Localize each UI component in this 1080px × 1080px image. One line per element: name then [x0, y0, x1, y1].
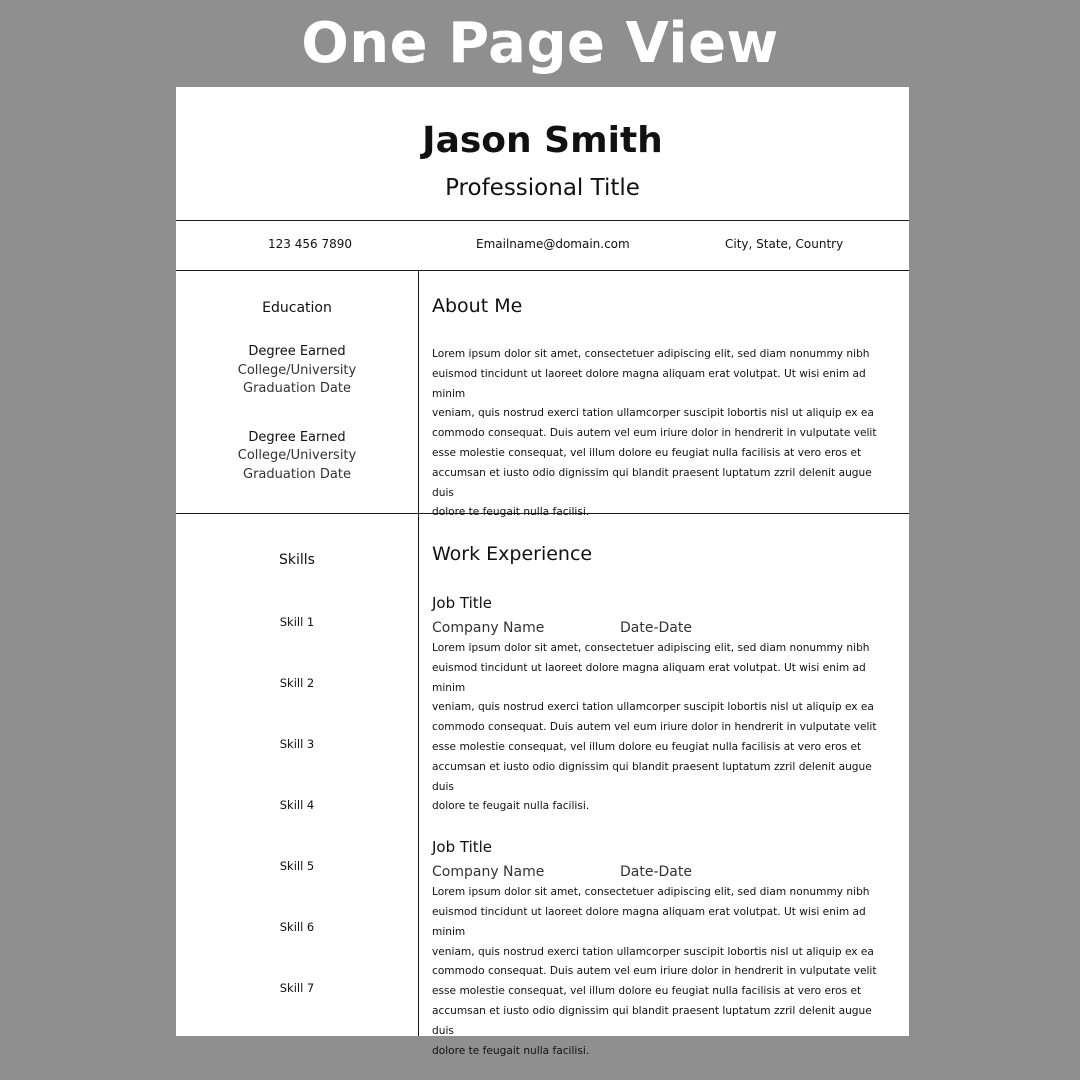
job-line: accumsan et iusto odio dignissim qui blandit praesent luptatum zzril delenit augue duis [432, 760, 872, 793]
job-line: esse molestie consequat, vel illum dolore eu feugiat nulla facilisis at vero eros et [432, 740, 862, 753]
about-heading: About Me [432, 295, 523, 317]
education-entry [176, 429, 418, 485]
column-divider [418, 271, 419, 1036]
skill-item: Skill 5 [279, 859, 315, 873]
education-date: Graduation Date [243, 381, 351, 396]
resume-page [176, 87, 909, 1057]
education-entry [176, 343, 418, 399]
job-title: Job Title [432, 594, 493, 612]
job-description [432, 883, 894, 1061]
job-line: dolore te feugait nulla facilisi. [432, 800, 590, 813]
skill-item: Skill 7 [279, 981, 315, 995]
job-meta [432, 619, 894, 639]
job-entry [432, 837, 894, 1061]
contact-location: City, State, Country [725, 237, 844, 251]
job-line: commodo consequat. Duis autem vel eum iriure dolor in hendrerit in vulputate velit [432, 965, 877, 978]
education-school: College/University [237, 362, 357, 378]
skill-item: Skill 3 [279, 737, 315, 751]
education-degree: Degree Earned [248, 429, 346, 445]
work-heading: Work Experience [432, 543, 593, 565]
skill-item: Skill 4 [279, 798, 315, 812]
job-line: veniam, quis nostrud exerci tation ullamcorper suscipit lobortis nisl ut aliquip ex ea [432, 701, 874, 714]
job-line: euismod tincidunt ut laoreet dolore magna aliquam erat volutpat. Ut wisi enim ad minim [432, 661, 866, 694]
about-line: euismod tincidunt ut laoreet dolore magna aliquam erat volutpat. Ut wisi enim ad minim [432, 367, 866, 400]
job-company: Company Name [432, 864, 545, 881]
job-line: commodo consequat. Duis autem vel eum iriure dolor in hendrerit in vulputate velit [432, 721, 877, 734]
education-degree: Degree Earned [248, 344, 346, 359]
education-school: College/University [237, 448, 357, 463]
about-line: veniam, quis nostrud exerci tation ullamcorper suscipit lobortis nisl ut aliquip ex ea [432, 407, 874, 420]
resume-header [176, 87, 909, 221]
about-paragraph [432, 345, 894, 523]
job-company: Company Name [432, 620, 545, 636]
job-line: Lorem ipsum dolor sit amet, consectetuer adipiscing elit, sed diam nonummy nibh [432, 642, 870, 654]
contact-email: Emailname@domain.com [476, 237, 630, 251]
about-line: dolore te feugait nulla facilisi. [432, 506, 590, 519]
job-entry [432, 593, 894, 817]
job-dates: Date-Date [620, 620, 692, 636]
work-section [432, 542, 894, 1061]
job-line: dolore te feugait nulla facilisi. [432, 1044, 590, 1057]
contact-phone: 123 456 7890 [268, 237, 352, 251]
professional-title: Professional Title [445, 175, 640, 201]
about-section [432, 294, 894, 523]
contact-bar [176, 221, 909, 271]
candidate-name: Jason Smith [422, 120, 663, 161]
page-banner-title: One Page View [301, 11, 779, 76]
job-line: euismod tincidunt ut laoreet dolore magna aliquam erat volutpat. Ut wisi enim ad minim [432, 905, 866, 938]
skill-item: Skill 6 [279, 920, 315, 934]
job-description [432, 639, 894, 817]
skill-item: Skill 2 [279, 676, 315, 690]
job-meta [432, 863, 894, 883]
about-line: Lorem ipsum dolor sit amet, consectetuer adipiscing elit, sed diam nonummy nibh [432, 348, 870, 360]
job-title: Job Title [432, 838, 493, 857]
skills-heading: Skills [279, 552, 315, 568]
job-line: veniam, quis nostrud exerci tation ullamcorper suscipit lobortis nisl ut aliquip ex ea [432, 945, 874, 958]
skills-heading-wrap [176, 551, 418, 569]
about-line: accumsan et iusto odio dignissim qui blandit praesent luptatum zzril delenit augue duis [432, 466, 872, 499]
job-line: accumsan et iusto odio dignissim qui blandit praesent luptatum zzril delenit augue duis [432, 1004, 872, 1037]
job-line: esse molestie consequat, vel illum dolore eu feugiat nulla facilisis at vero eros et [432, 985, 862, 998]
education-heading: Education [262, 300, 332, 316]
about-line: esse molestie consequat, vel illum dolore eu feugiat nulla facilisis at vero eros et [432, 446, 862, 459]
job-line: Lorem ipsum dolor sit amet, consectetuer adipiscing elit, sed diam nonummy nibh [432, 886, 870, 899]
about-line: commodo consequat. Duis autem vel eum iriure dolor in hendrerit in vulputate velit [432, 427, 877, 440]
education-date: Graduation Date [243, 466, 351, 482]
job-dates: Date-Date [620, 864, 692, 881]
skill-item: Skill 1 [279, 615, 315, 629]
education-section [176, 299, 418, 484]
